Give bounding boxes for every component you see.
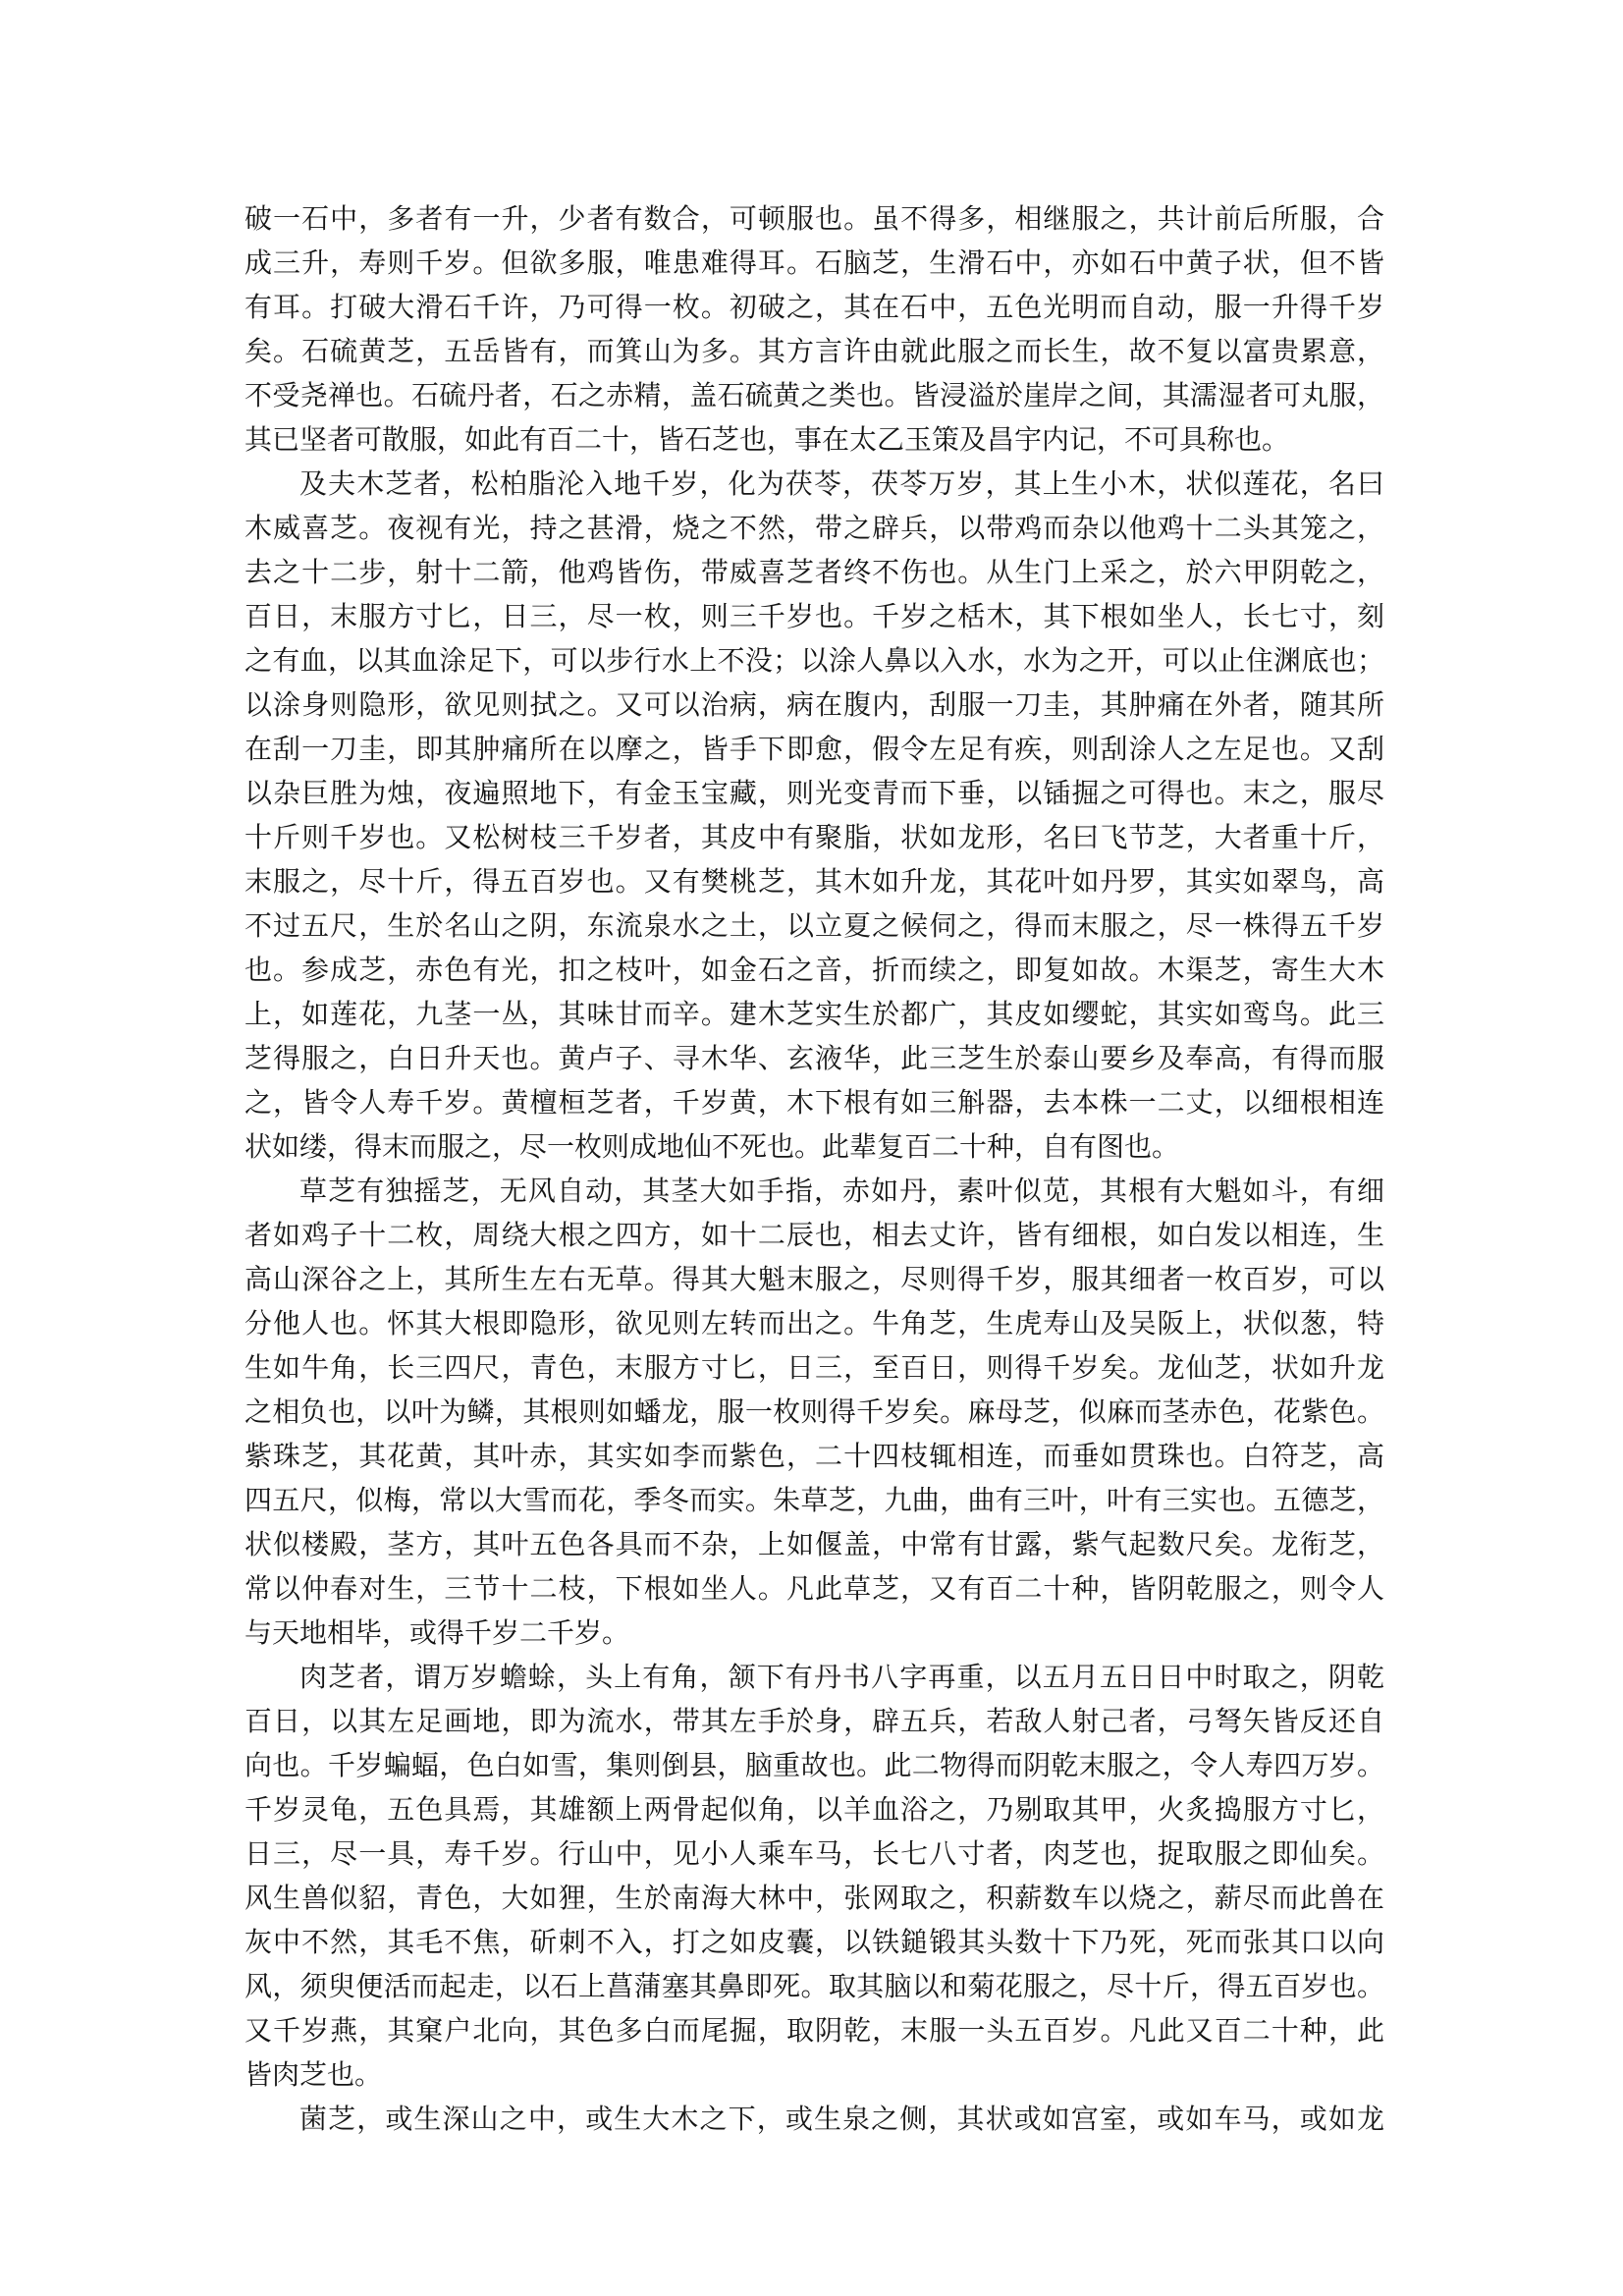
paragraph [244,1655,1384,2097]
text-line: 状如缕，得末而服之，尽一枚则成地仙不死也。此辈复百二十种，自有图也。 [244,1130,1180,1163]
text-line: 木威喜芝。夜视有光，持之甚滑，烧之不然，带之辟兵，以带鸡而杂以他鸡十二头其笼之， [244,512,1384,544]
text-line: 及夫木芝者，松柏脂沦入地千岁，化为茯苓，茯苓万岁，其上生小木，状似莲花，名曰 [299,467,1384,500]
text-line: 之有血，以其血涂足下，可以步行水上不没；以涂人鼻以入水，水为之开，可以止住渊底也； [244,644,1384,677]
text-line: 状似楼殿，茎方，其叶五色各具而不杂，上如偃盖，中常有甘露，紫气起数尺矣。龙衔芝， [244,1528,1384,1560]
text-line: 肉芝者，谓万岁蟾蜍，头上有角，颔下有丹书八字再重，以五月五日日中时取之，阴乾 [299,1661,1384,1693]
text-line: 分他人也。怀其大根即隐形，欲见则左转而出之。牛角芝，生虎寿山及吴阪上，状似葱，特 [244,1307,1384,1339]
text-line: 以涂身则隐形，欲见则拭之。又可以治病，病在腹内，刮服一刀圭，其肿痛在外者，随其所 [244,688,1384,721]
text-line: 芝得服之，白日升天也。黄卢子、寻木华、玄液华，此三芝生於泰山要乡及奉高，有得而服 [244,1042,1384,1074]
text-line: 之相负也，以叶为鳞，其根则如蟠龙，服一枚则得千岁矣。麻母芝，似麻而茎赤色，花紫色。 [244,1395,1384,1428]
text-line: 皆肉芝也。 [244,2058,383,2091]
text-line: 与天地相毕，或得千岁二千岁。 [244,1616,630,1649]
paragraph [244,1169,1384,1655]
text-line: 者如鸡子十二枚，周绕大根之四方，如十二辰也，相去丈许，皆有细根，如白发以相连，生 [244,1219,1384,1251]
paragraph [244,196,1384,462]
paragraph [244,2097,1384,2141]
text-line: 破一石中，多者有一升，少者有数合，可顿服也。虽不得多，相继服之，共计前后所服，合 [244,202,1384,235]
text-line: 生如牛角，长三四尺，青色，末服方寸匕，日三，至百日，则得千岁矣。龙仙芝，状如升龙 [244,1351,1384,1384]
text-line: 风，须臾便活而起走，以石上菖蒲塞其鼻即死。取其脑以和菊花服之，尽十斤，得五百岁也。 [244,1970,1384,2002]
text-line: 紫珠芝，其花黄，其叶赤，其实如李而紫色，二十四枝辄相连，而垂如贯珠也。白符芝，高 [244,1440,1384,1472]
body-text [244,196,1384,2141]
text-line: 末服之，尽十斤，得五百岁也。又有樊桃芝，其木如升龙，其花叶如丹罗，其实如翠鸟，高 [244,865,1384,898]
text-line: 十斤则千岁也。又松树枝三千岁者，其皮中有聚脂，状如龙形，名曰飞节芝，大者重十斤， [244,821,1384,853]
text-line: 菌芝，或生深山之中，或生大木之下，或生泉之侧，其状或如宫室，或如车马，或如龙 [299,2103,1384,2135]
text-line: 又千岁燕，其窠户北向，其色多白而尾掘，取阴乾，末服一头五百岁。凡此又百二十种，此 [244,2014,1384,2047]
text-line: 也。参成芝，赤色有光，扣之枝叶，如金石之音，折而续之，即复如故。木渠芝，寄生大木 [244,954,1384,986]
text-line: 日三，尽一具，寿千岁。行山中，见小人乘车马，长七八寸者，肉芝也，捉取服之即仙矣。 [244,1837,1384,1870]
text-line: 四五尺，似梅，常以大雪而花，季冬而实。朱草芝，九曲，曲有三叶，叶有三实也。五德芝， [244,1484,1384,1516]
text-line: 上，如莲花，九茎一丛，其味甘而辛。建木芝实生於都广，其皮如缨蛇，其实如鸾鸟。此三 [244,998,1384,1030]
text-line: 之，皆令人寿千岁。黄檀桓芝者，千岁黄，木下根有如三斛器，去本株一二丈，以细根相连 [244,1086,1384,1119]
text-line: 有耳。打破大滑石千许，乃可得一枚。初破之，其在石中，五色光明而自动，服一升得千岁 [244,291,1384,323]
text-line: 去之十二步，射十二箭，他鸡皆伤，带威喜芝者终不伤也。从生门上采之，於六甲阴乾之， [244,556,1384,588]
text-line: 千岁灵龟，五色具焉，其雄额上两骨起似角，以羊血浴之，乃剔取其甲，火炙捣服方寸匕， [244,1793,1384,1826]
text-line: 不过五尺，生於名山之阴，东流泉水之土，以立夏之候伺之，得而末服之，尽一株得五千岁 [244,909,1384,942]
text-line: 常以仲春对生，三节十二枝，下根如坐人。凡此草芝，又有百二十种，皆阴乾服之，则令人 [244,1572,1384,1605]
text-line: 风生兽似貂，青色，大如狸，生於南海大林中，张网取之，积薪数车以烧之，薪尽而此兽在 [244,1882,1384,1914]
text-line: 不受尧禅也。石硫丹者，石之赤精，盖石硫黄之类也。皆浸溢於崖岸之间，其濡湿者可丸服， [244,379,1384,411]
text-line: 百日，以其左足画地，即为流水，带其左手於身，辟五兵，若敌人射己者，弓弩矢皆反还自 [244,1705,1384,1737]
paragraph [244,462,1384,1169]
text-line: 向也。千岁蝙蝠，色白如雪，集则倒县，脑重故也。此二物得而阴乾末服之，令人寿四万岁。 [244,1749,1384,1781]
text-line: 矣。石硫黄芝，五岳皆有，而箕山为多。其方言许由就此服之而长生，故不复以富贵累意， [244,335,1384,367]
text-line: 以杂巨胜为烛，夜遍照地下，有金玉宝藏，则光变青而下垂，以锸掘之可得也。末之，服尽 [244,777,1384,809]
text-line: 在刮一刀圭，即其肿痛所在以摩之，皆手下即愈，假令左足有疾，则刮涂人之左足也。又刮 [244,733,1384,765]
text-line: 高山深谷之上，其所生左右无草。得其大魁末服之，尽则得千岁，服其细者一枚百岁，可以 [244,1263,1384,1295]
text-line: 草芝有独摇芝，无风自动，其茎大如手指，赤如丹，素叶似苋，其根有大魁如斗，有细 [299,1175,1384,1207]
text-line: 灰中不然，其毛不焦，斫刺不入，打之如皮囊，以铁鎚锻其头数十下乃死，死而张其口以向 [244,1926,1384,1958]
text-line: 百日，末服方寸匕，日三，尽一枚，则三千岁也。千岁之栝木，其下根如坐人，长七寸，刻 [244,600,1384,632]
text-line: 其已坚者可散服，如此有百二十，皆石芝也，事在太乙玉策及昌宇内记，不可具称也。 [244,423,1290,456]
text-line: 成三升，寿则千岁。但欲多服，唯患难得耳。石脑芝，生滑石中，亦如石中黄子状，但不皆 [244,246,1384,279]
